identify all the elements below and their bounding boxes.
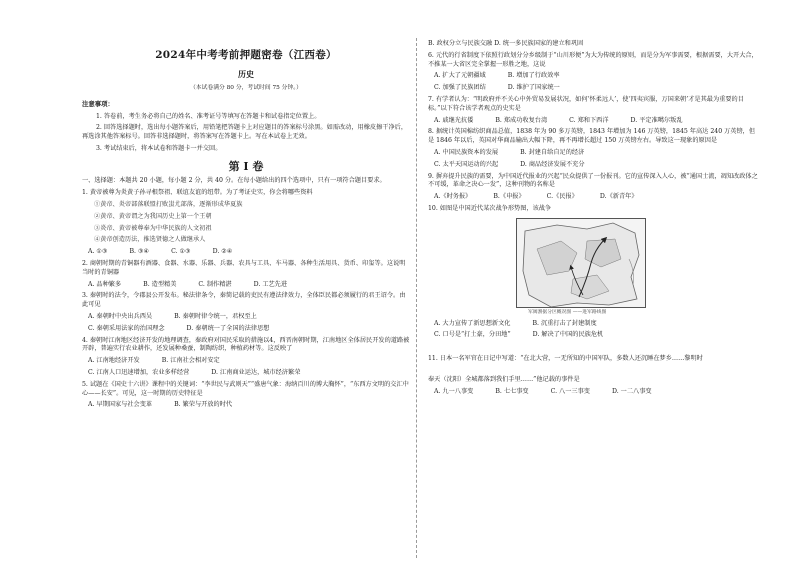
question-9 <box>428 173 758 202</box>
option-row <box>428 388 758 397</box>
option-a: A.《时务报》 <box>434 193 472 201</box>
option-row <box>82 401 410 410</box>
option-c: C. 口号是“打土豪，分田地” <box>434 331 511 339</box>
war-map <box>516 218 646 308</box>
option-a: A. ①③ <box>88 248 108 256</box>
option-b: B. 七七事变 <box>495 387 529 395</box>
volume-title: 第 Ⅰ 卷 <box>228 159 264 173</box>
question-stem: 5. 试题在《国史十六讲》课程中的关键词：“李世民与武则天”“盛唐气象：海纳百川的博大胸怀”，“东西方文明的交汇中心——长安”。可见，这一时期的历史特征是 <box>82 380 409 397</box>
option-d: D.《新青年》 <box>599 193 638 201</box>
option-c: C. ①③ <box>171 248 191 256</box>
option-row <box>428 161 758 170</box>
question-stem: 7. 有学者认为：“明政府并不关心中外贸易发展状况，如何‘怀柔远人’，使‘四夷宾服，万国来朝’才是其最为重要的目标。”以下符合该学者观点的史实是 <box>428 95 744 112</box>
option-row <box>82 369 410 378</box>
option-b: B. ③④ <box>129 248 150 256</box>
sub-item: ④黄帝创造历法，推选贤德之人做继承人 <box>94 236 206 244</box>
option-c: C. 江南人口迅速增加，农业多样经营 <box>88 368 190 376</box>
sub-item: ③炎帝、黄帝被尊奉为中华民族的人文初祖 <box>94 224 212 232</box>
sub-item: ②黄帝、黄帝谓之为我国历史上第一个王朝 <box>94 212 212 220</box>
option-a: A. 戚继光抗倭 <box>434 116 474 124</box>
option-c: C. 八一三事变 <box>550 387 590 395</box>
option-row <box>82 357 410 366</box>
option-b: B. 沉重打击了封建制度 <box>532 319 597 327</box>
option-c: C. 郑和下西洋 <box>569 116 609 124</box>
question-5 <box>82 381 410 410</box>
map-caption: 军阀割据分区概况图 ——进军路线图 <box>528 309 607 315</box>
notice-heading: 注意事项： <box>82 100 114 109</box>
option-b: B. 江南社会相对安定 <box>161 357 220 365</box>
exam-note: （本试卷满分 80 分，考试时间 75 分钟。） <box>190 85 302 92</box>
option-a: A. 秦朝时中央出兵西吴 <box>88 312 153 320</box>
option-d: D. 秦朝统一了全国的法律思想 <box>186 324 270 332</box>
exam-title: 2024年中考考前押题密卷（江西卷） <box>155 49 337 61</box>
question-stem: 6. 元代的行省制度下依照行政划分分乡级制于“山川形便”为大为传统的原则，而是分为军事需要，根据需要，大开大合，不推某一大省区完全掌握一形胜之地，这说 <box>428 51 758 68</box>
question-8 <box>428 128 758 169</box>
option-c: C. 制作精湛 <box>198 280 232 288</box>
notice-item-1: 1. 答卷前，考生务必将自己的姓名、准考证号等填写在答题卡和试卷指定位置上。 <box>96 112 321 120</box>
option-d: D. ②④ <box>212 248 233 256</box>
option-b: B. 封建自给自足的经济 <box>520 148 585 156</box>
option-a: A. 大力宣传了新思想新文化 <box>434 319 511 327</box>
option-d: D. 江南商业运达，城市经济繁荣 <box>211 368 301 376</box>
question-1 <box>82 189 410 257</box>
option-row <box>428 320 758 329</box>
section-intro: 一、选择题：本题共 20 小题，每小题 2 分，共 40 分。在每小题给出的四个选项中，只有一项符合题目要求。 <box>82 177 386 185</box>
question-7 <box>428 96 758 125</box>
question-2 <box>82 260 410 289</box>
option-row <box>428 84 758 93</box>
notice-item-3: 3. 考试结束后，将本试卷和答题卡一并交回。 <box>96 144 222 152</box>
q5-remaining-options: B. 政权分立与民族交融 D. 统一多民族国家的建立和巩固 <box>428 40 584 47</box>
question-stem: 1. 黄帝被尊为炎黄子孙寻根祭祖、联谊友谊的纽带。为了考证史实，你会将哪些资料 <box>82 189 313 197</box>
option-row <box>82 313 410 322</box>
option-a: A. 中国民族资本的发展 <box>434 148 499 156</box>
option-d: D. 解决了中国的民族危机 <box>532 331 604 339</box>
right-column <box>428 40 758 397</box>
option-d: D. 维护了国家统一 <box>507 84 560 92</box>
option-b: B.《申报》 <box>493 193 525 201</box>
left-column <box>82 36 410 410</box>
question-stem: 11. 日本一名军官在日记中写道：“在北大营，一无所知的中国军队，多数人还沉睡在梦乡……黎明时 <box>428 355 703 363</box>
binding-line <box>416 38 417 558</box>
option-b: B. 繁荣与开放的时代 <box>174 401 233 409</box>
option-d: D. 商品经济发展不充分 <box>520 160 585 168</box>
option-row <box>82 281 410 290</box>
option-row <box>428 331 758 340</box>
option-b: B. 秦朝时律令统一，君权至上 <box>174 312 257 320</box>
option-b: B. 增加了行政效率 <box>507 72 560 80</box>
question-11 <box>428 355 758 396</box>
option-c: C.《民报》 <box>546 193 578 201</box>
option-row <box>82 325 410 334</box>
option-b: B. 郑成功收复台湾 <box>495 116 548 124</box>
question-3 <box>82 292 410 333</box>
option-d: D. 一二八事变 <box>611 387 652 395</box>
option-row <box>428 117 758 126</box>
option-d: D. 平定准噶尔叛乱 <box>630 116 683 124</box>
option-a: A. 九一八事变 <box>434 387 474 395</box>
question-stem: 3. 秦朝时的法令，令郡县公开发布。秘法律条令，秦简记载的吏民有遵法律效力，全体臣民都必须履行的君王诏令。由此可见 <box>82 292 406 309</box>
question-stem: 8. 据统计英国棉纺织商品总值，1838 年为 90 多万英镑，1843 年增加为 146 万英镑，1845 年高达 240 万英镑，但是 1846 年以后，英国对华商品输出大幅下降，再不再增长超过 150 万英镑左右。导致这一现象的原因是 <box>428 128 756 145</box>
sub-item: ①黄帝、炎帝部落联盟打败蚩尤部落，逐渐形成华夏族 <box>94 200 243 208</box>
option-row <box>428 149 758 158</box>
question-stem: 2. 商朝时期的青铜器有酒器、食器、水器、乐器、兵器、农具与工具、车马器、各种生活用具、货币、印玺等。这说明当时的青铜器 <box>82 259 406 276</box>
question-4 <box>82 337 410 378</box>
option-b: B. 造型精美 <box>143 280 177 288</box>
question-6 <box>428 52 758 93</box>
option-row <box>428 72 758 81</box>
question-stem-continued: 奉天（沈阳）全城都落到我们手里……”他记载的事件是 <box>428 375 580 383</box>
option-c: C. 秦朝采用法家的治国理念 <box>88 324 165 332</box>
option-a: A. 品种繁多 <box>88 280 122 288</box>
option-c: C. 太平天国运动的兴起 <box>434 160 499 168</box>
subject-title: 历史 <box>238 68 254 79</box>
option-a: A. 扩大了元朝疆域 <box>434 72 486 80</box>
question-10 <box>428 205 758 340</box>
option-c: C. 加强了民族团结 <box>434 84 486 92</box>
question-stem: 9. 摒弃提升民族的需要，为中国近代报业的兴起“民众提供了一份报刊。它的宣传深入人心，被“通国士流，凋知改政体之不可缓，革命之决心一发”，这种刊物的名称是 <box>428 172 758 189</box>
option-row <box>428 193 758 202</box>
question-stem: 4. 秦朝时江南地区经济开发的地理调查，秦政府对国民采取的措施以4，西晋南朝时期，江南地区全体居民开发的道路被开辟，普遍实行农业耕作，还发展种桑蚕，制陶纺织，种植药材等。这反映了 <box>82 336 410 353</box>
question-stem: 10. 如图是中国近代某次战争形势图，该战争 <box>428 204 552 212</box>
option-row <box>82 248 410 257</box>
war-map-drawing <box>517 219 647 309</box>
option-a: A. 江南地经济开发 <box>88 357 140 365</box>
notice-item-2: 2. 回答选择题时，选出每小题答案后，用铅笔把答题卡上对应题目的答案标号涂黑。如需改动，用橡皮擦干净后，再选涂其他答案标号。回答非选择题时，将答案写在答题卡上。写在本试卷上无效。 <box>82 124 408 141</box>
option-a: A. 早期国家与社会变革 <box>88 401 153 409</box>
option-d: D. 工艺先进 <box>253 280 288 288</box>
